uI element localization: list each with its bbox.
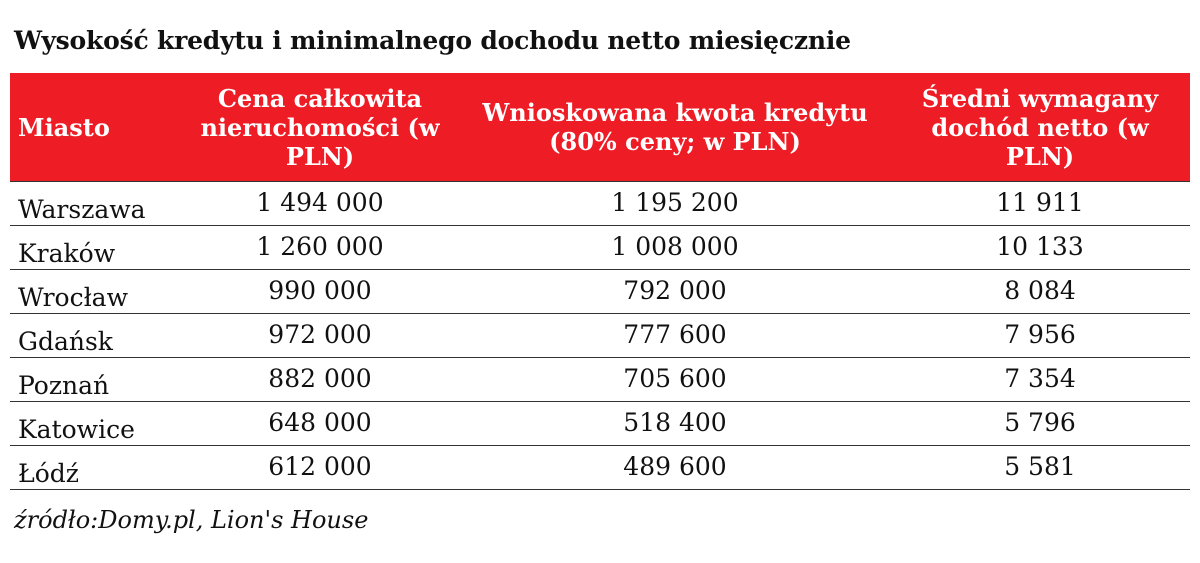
table-row (10, 402, 1190, 446)
city-cell: Wrocław (10, 270, 180, 314)
loan-amount-cell: 1 195 200 (460, 182, 890, 226)
table-title: Wysokość kredytu i minimalnego dochodu netto miesięcznie (14, 26, 851, 55)
city-cell: Poznań (10, 358, 180, 402)
city-cell: Gdańsk (10, 314, 180, 358)
total-price-cell: 648 000 (180, 402, 460, 446)
city-cell: Warszawa (10, 182, 180, 226)
table-row (10, 182, 1190, 226)
loan-amount-cell: 777 600 (460, 314, 890, 358)
total-price-cell: 990 000 (180, 270, 460, 314)
total-price-cell: 972 000 (180, 314, 460, 358)
table-row (10, 446, 1190, 490)
column-header-total-price: Cena całkowita nieruchomości (w PLN) (180, 73, 460, 182)
total-price-cell: 612 000 (180, 446, 460, 490)
table-row (10, 270, 1190, 314)
loan-amount-cell: 792 000 (460, 270, 890, 314)
city-cell: Katowice (10, 402, 180, 446)
city-cell: Kraków (10, 226, 180, 270)
table-row (10, 314, 1190, 358)
table-row (10, 358, 1190, 402)
column-header-loan-amount: Wnioskowana kwota kredytu (80% ceny; w PLN) (460, 73, 890, 182)
loan-amount-cell: 489 600 (460, 446, 890, 490)
header-row (10, 73, 1190, 182)
loan-amount-cell: 518 400 (460, 402, 890, 446)
table-row (10, 226, 1190, 270)
loan-amount-cell: 1 008 000 (460, 226, 890, 270)
required-income-cell: 10 133 (890, 226, 1190, 270)
table-body (10, 182, 1190, 490)
column-header-city: Miasto (10, 73, 180, 182)
required-income-cell: 8 084 (890, 270, 1190, 314)
total-price-cell: 1 494 000 (180, 182, 460, 226)
loan-amount-cell: 705 600 (460, 358, 890, 402)
required-income-cell: 11 911 (890, 182, 1190, 226)
source-note: źródło:Domy.pl, Lion's House (14, 506, 369, 534)
data-table (10, 73, 1190, 490)
column-header-required-income: Średni wymagany dochód netto (w PLN) (890, 73, 1190, 182)
required-income-cell: 5 796 (890, 402, 1190, 446)
required-income-cell: 7 354 (890, 358, 1190, 402)
required-income-cell: 7 956 (890, 314, 1190, 358)
total-price-cell: 882 000 (180, 358, 460, 402)
required-income-cell: 5 581 (890, 446, 1190, 490)
total-price-cell: 1 260 000 (180, 226, 460, 270)
city-cell: Łódź (10, 446, 180, 490)
